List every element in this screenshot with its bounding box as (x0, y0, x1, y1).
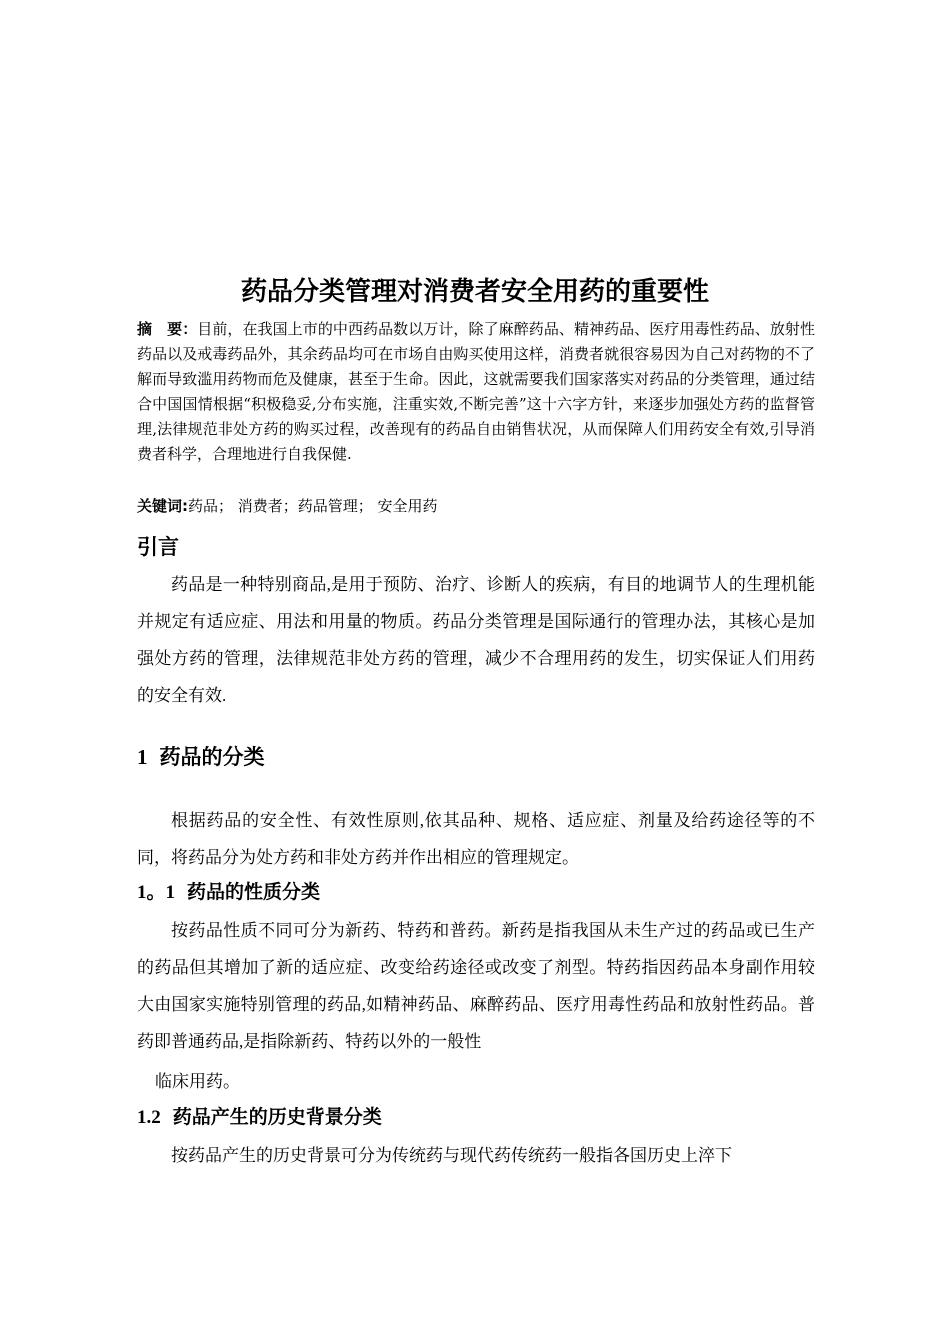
keywords-text: 药品； 消费者；药品管理； 安全用药 (188, 497, 438, 515)
keywords-label: 关键词: (137, 497, 188, 515)
section-1-2-number: 1.2 (137, 1107, 161, 1128)
section-1-1-heading (137, 878, 320, 908)
page-title: 药品分类管理对消费者安全用药的重要性 (240, 277, 709, 307)
section-1-2-heading (137, 1103, 382, 1133)
section-1-title: 药品的分类 (159, 745, 265, 769)
keywords (137, 493, 815, 519)
section-1-number: 1 (137, 745, 148, 769)
abstract (137, 317, 815, 467)
section-1-heading (137, 740, 265, 774)
section-1-1-continuation: 临床用药。 (155, 1072, 240, 1091)
section-1-2-title: 药品产生的历史背景分类 (172, 1107, 382, 1128)
section-1-1-title: 药品的性质分类 (187, 882, 321, 903)
section-1-1-paragraph: 按药品性质不同可分为新药、特药和普药。新药是指我国从未生产过的药品或已生产的药品但其增加了新的适应症、改变给药途径或改变了剂型。特药指因药品本身副作用较大由国家实施特别管理的药品,如精神药品、麻醉药品、医疗用毒性药品和放射性药品。普药即普通药品,是指除新药、特药以外的一般性 (137, 921, 815, 1051)
abstract-label: 摘 要： (137, 320, 198, 338)
section-1-1-number: 1。1 (137, 882, 176, 903)
section-1-2-paragraph: 按药品产生的历史背景可分为传统药与现代药传统药一般指各国历史上淬下 (171, 1146, 732, 1165)
abstract-text: 目前，在我国上市的中西药品数以万计，除了麻醉药品、精神药品、医疗用毒性药品、放射性药品以及戒毒药品外，其余药品均可在市场自由购买使用这样，消费者就很容易因为自己对药物的不了解而导致滥用药物而危及健康，甚至于生命。因此，这就需要我们国家落实对药品的分类管理，通过结合中国国情根据“积极稳妥,分布实施，注重实效,不断完善”这十六字方针，来逐步加强处方药的监督管理,法律规范非处方药的购买过程，改善现有的药品自由销售状况，从而保障人们用药安全有效,引导消费者科学，合理地进行自我保健. (137, 320, 815, 463)
intro-heading: 引言 (137, 535, 179, 559)
section-1-paragraph: 根据药品的安全性、有效性原则,依其品种、规格、适应症、剂量及给药途径等的不同，将药品分为处方药和非处方药并作出相应的管理规定。 (137, 811, 815, 867)
intro-paragraph: 药品是一种特别商品,是用于预防、治疗、诊断人的疾病，有目的地调节人的生理机能并规定有适应症、用法和用量的物质。药品分类管理是国际通行的管理办法，其核心是加强处方药的管理，法律规范非处方药的管理，减少不合理用药的发生，切实保证人们用药的安全有效. (137, 575, 815, 705)
